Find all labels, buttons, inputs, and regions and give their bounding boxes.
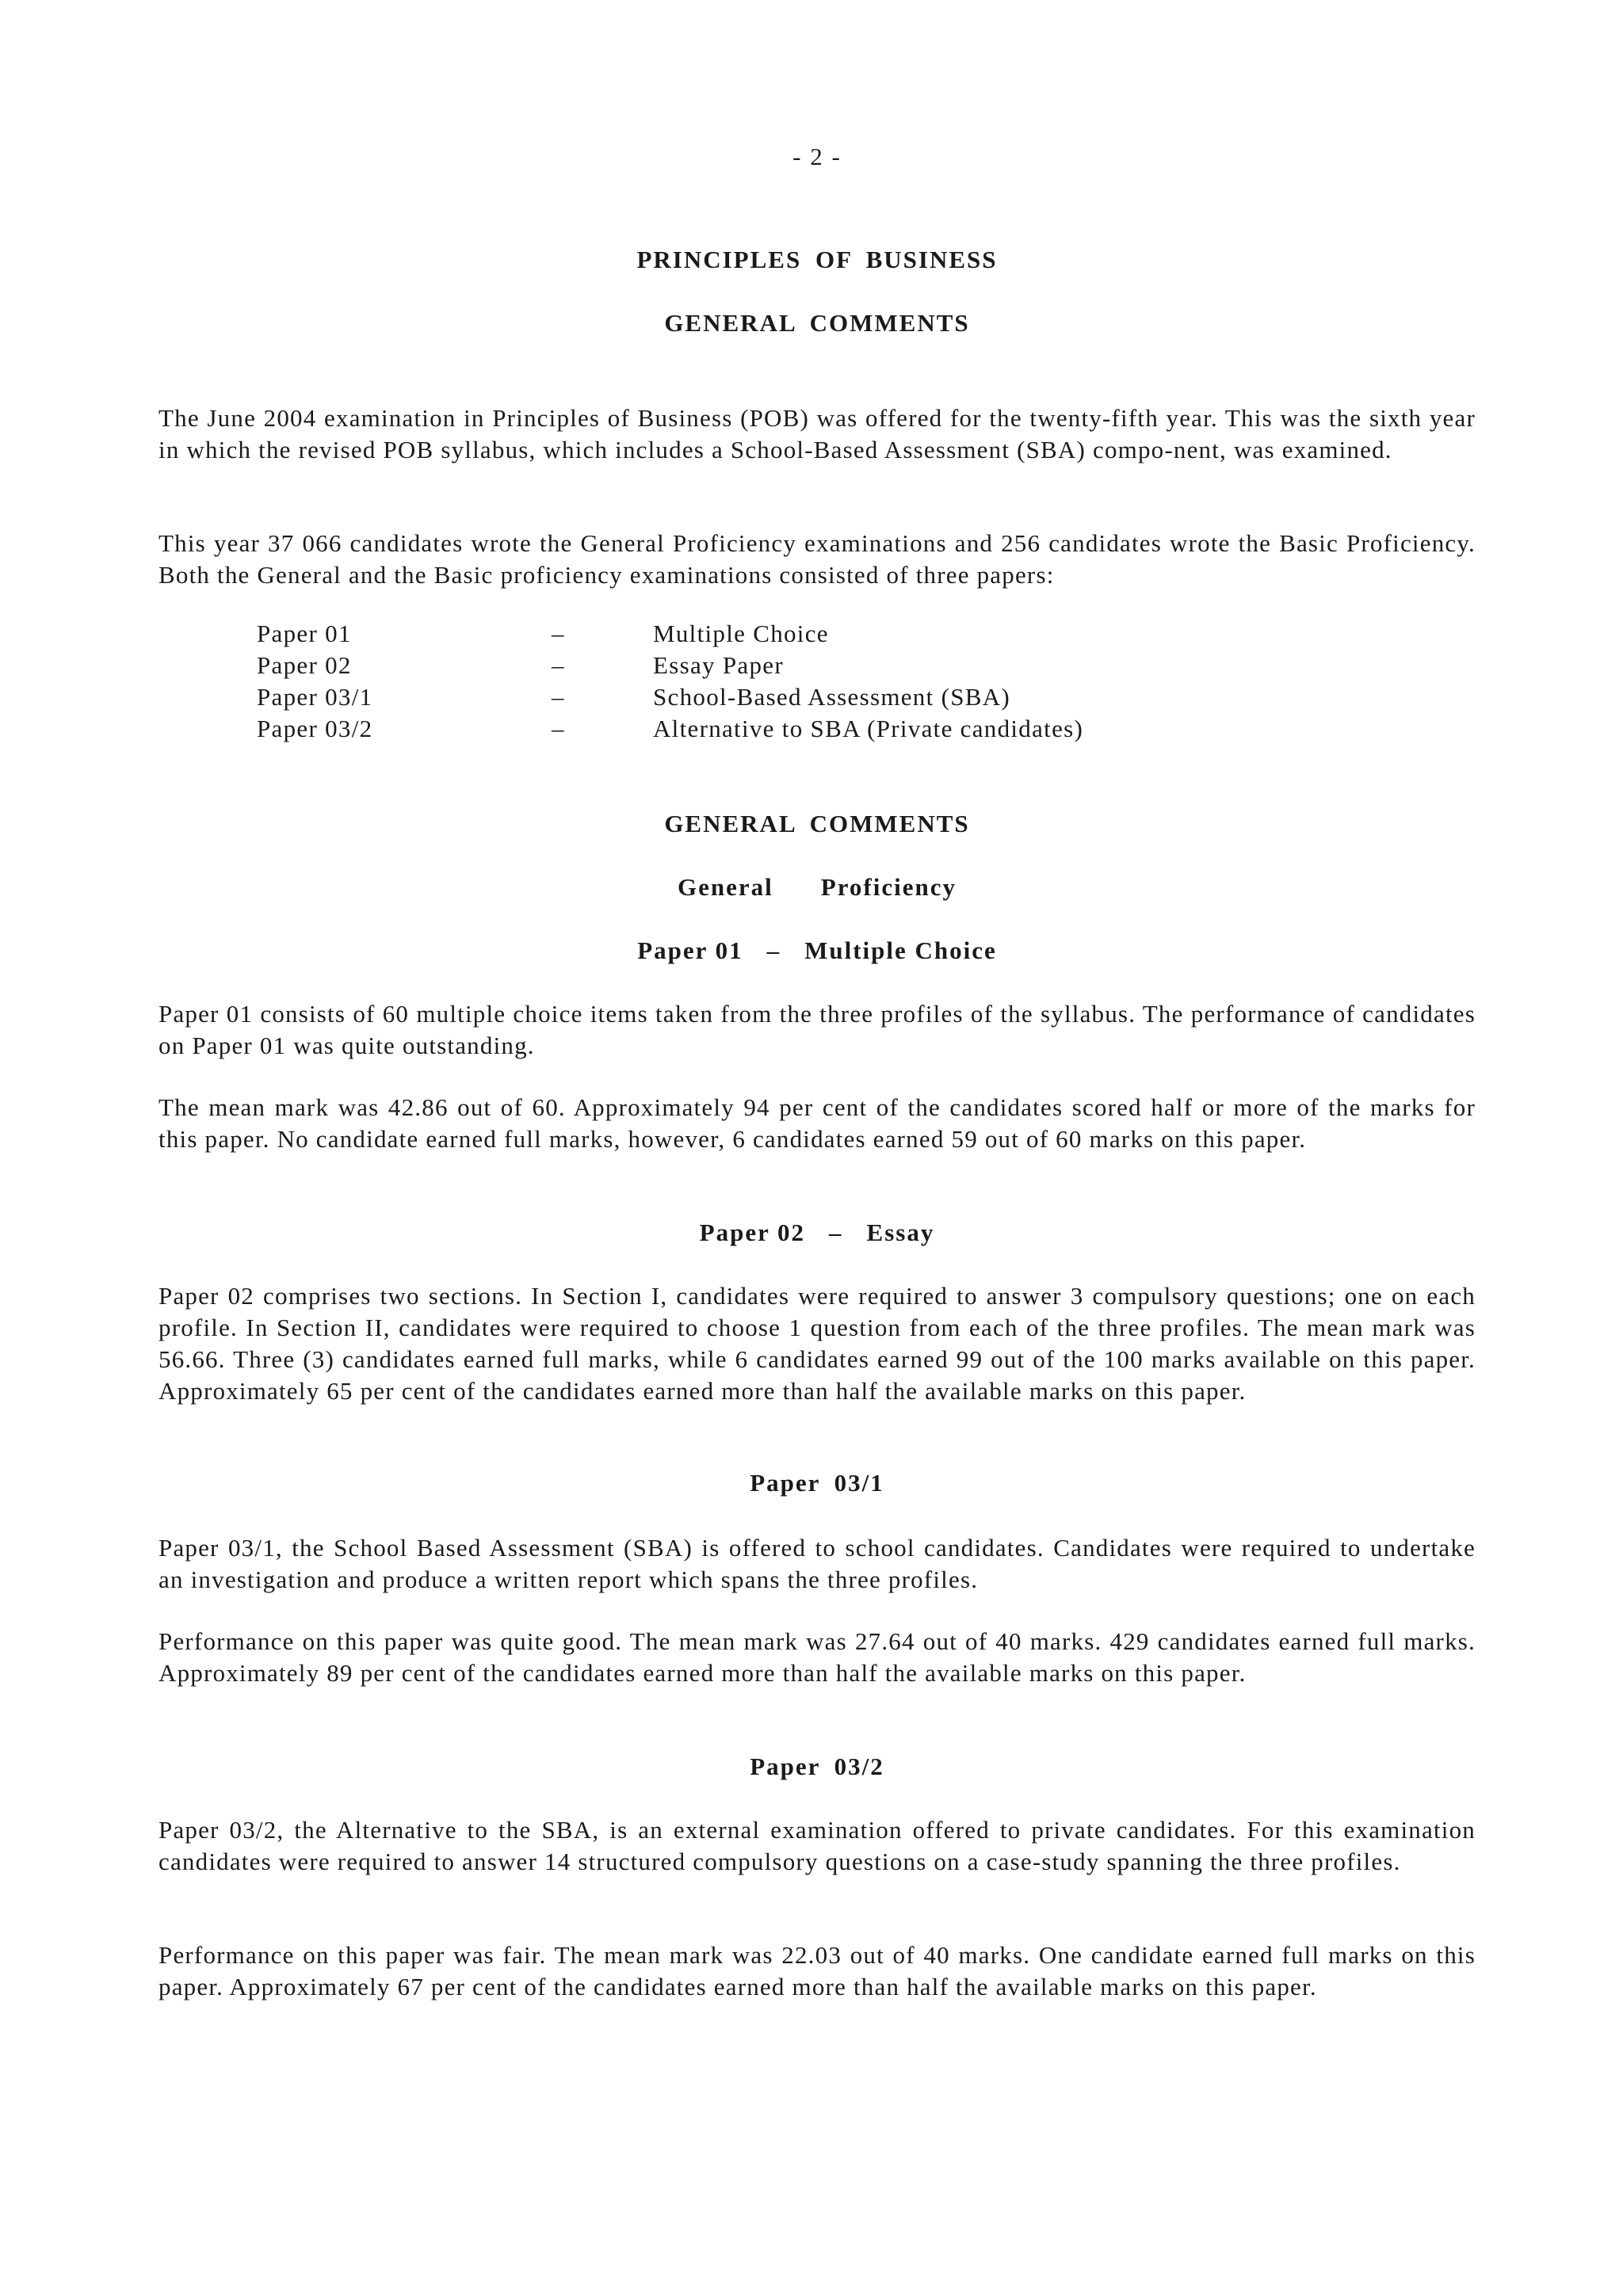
paper-row xyxy=(257,681,1366,713)
paper-dash: – xyxy=(552,683,565,711)
paper-name: Paper 01 xyxy=(257,620,352,647)
paper031-paragraph-1: Paper 03/1, the School Based Assessment (SBA) is offered to school candidates. Candidates were required to undertake an investigation and produce a written report which spans the three profiles. xyxy=(158,1534,1476,1593)
page-number: - 2 - xyxy=(792,143,842,170)
paper-description: Essay Paper xyxy=(653,651,784,679)
paper02-heading-left: Paper 02 xyxy=(699,1219,806,1246)
general-comments-heading: GENERAL COMMENTS xyxy=(664,810,970,837)
paper01-paragraph-1: Paper 01 consists of 60 multiple choice items taken from the three profiles of the syllabus. The performance of candidates on Paper 01 was quite outstanding. xyxy=(158,1000,1476,1059)
paper01-paragraph-2: The mean mark was 42.86 out of 60. Approximately 94 per cent of the candidates scored half or more of the marks for this paper. No candidate earned full marks, however, 6 candidates earned 59 out of 60 marks on this paper. xyxy=(158,1093,1476,1153)
paper02-heading xyxy=(158,1219,1476,1247)
intro-paragraph-2: This year 37 066 candidates wrote the General Proficiency examinations and 256 candidates wrote the Basic Proficiency. Both the General and the Basic proficiency examinations consisted of three papers: xyxy=(158,529,1476,589)
paper01-heading xyxy=(158,936,1476,965)
document-title: PRINCIPLES OF BUSINESS xyxy=(636,246,998,273)
paper031-paragraph-2: Performance on this paper was quite good. The mean mark was 27.64 out of 40 marks. 429 candidates earned full marks. Approximately 89 per cent of the candidates earned more than half the available marks on this paper. xyxy=(158,1627,1476,1687)
papers-list xyxy=(257,618,1366,745)
paper01-heading-right: Multiple Choice xyxy=(804,936,997,964)
paper01-heading-left: Paper 01 xyxy=(637,936,743,964)
proficiency-heading xyxy=(158,873,1476,902)
paper02-heading-right: Essay xyxy=(866,1219,935,1246)
paper02-heading-dash: – xyxy=(829,1219,843,1246)
paper-name: Paper 02 xyxy=(257,651,352,679)
paper031-heading: Paper 03/1 xyxy=(750,1469,884,1497)
paper-name: Paper 03/1 xyxy=(257,683,373,711)
paper01-heading-dash: – xyxy=(766,936,781,964)
intro-paragraph-1: The June 2004 examination in Principles of Business (POB) was offered for the twenty-fifth year. This was the sixth year in which the revised POB syllabus, which includes a School-Based Assessment (SBA) compo-nent, was examined. xyxy=(158,404,1476,463)
paper-row xyxy=(257,650,1366,681)
paper-dash: – xyxy=(552,651,565,679)
document-page xyxy=(158,0,1476,2296)
proficiency-heading-right: Proficiency xyxy=(820,873,957,901)
paper02-paragraph-1: Paper 02 comprises two sections. In Section I, candidates were required to answer 3 compulsory questions; one on each profile. In Section II, candidates were required to choose 1 question from each of the three profiles. The mean mark was 56.66. Three (3) candidates earned full marks, while 6 candidates earned 99 out of the 100 marks available on this paper. Approximately 65 per cent of the candidates earned more than half the available marks on this paper. xyxy=(158,1282,1476,1405)
document-subtitle: GENERAL COMMENTS xyxy=(664,309,970,337)
paper032-paragraph-2: Performance on this paper was fair. The mean mark was 22.03 out of 40 marks. One candidate earned full marks on this paper. Approximately 67 per cent of the candidates earned more than half the available marks on this paper. xyxy=(158,1941,1476,2000)
paper-description: School-Based Assessment (SBA) xyxy=(653,683,1011,711)
proficiency-heading-left: General xyxy=(678,873,773,901)
paper-row xyxy=(257,713,1366,745)
paper-row xyxy=(257,618,1366,650)
paper032-paragraph-1: Paper 03/2, the Alternative to the SBA, is an external examination offered to private candidates. For this examination candidates were required to answer 14 structured compulsory questions on a case-study spanning the three profiles. xyxy=(158,1816,1476,1875)
paper032-heading: Paper 03/2 xyxy=(750,1753,884,1780)
paper-description: Alternative to SBA (Private candidates) xyxy=(653,715,1084,742)
paper-description: Multiple Choice xyxy=(653,620,829,647)
paper-dash: – xyxy=(552,715,565,742)
paper-dash: – xyxy=(552,620,565,647)
paper-name: Paper 03/2 xyxy=(257,715,373,742)
